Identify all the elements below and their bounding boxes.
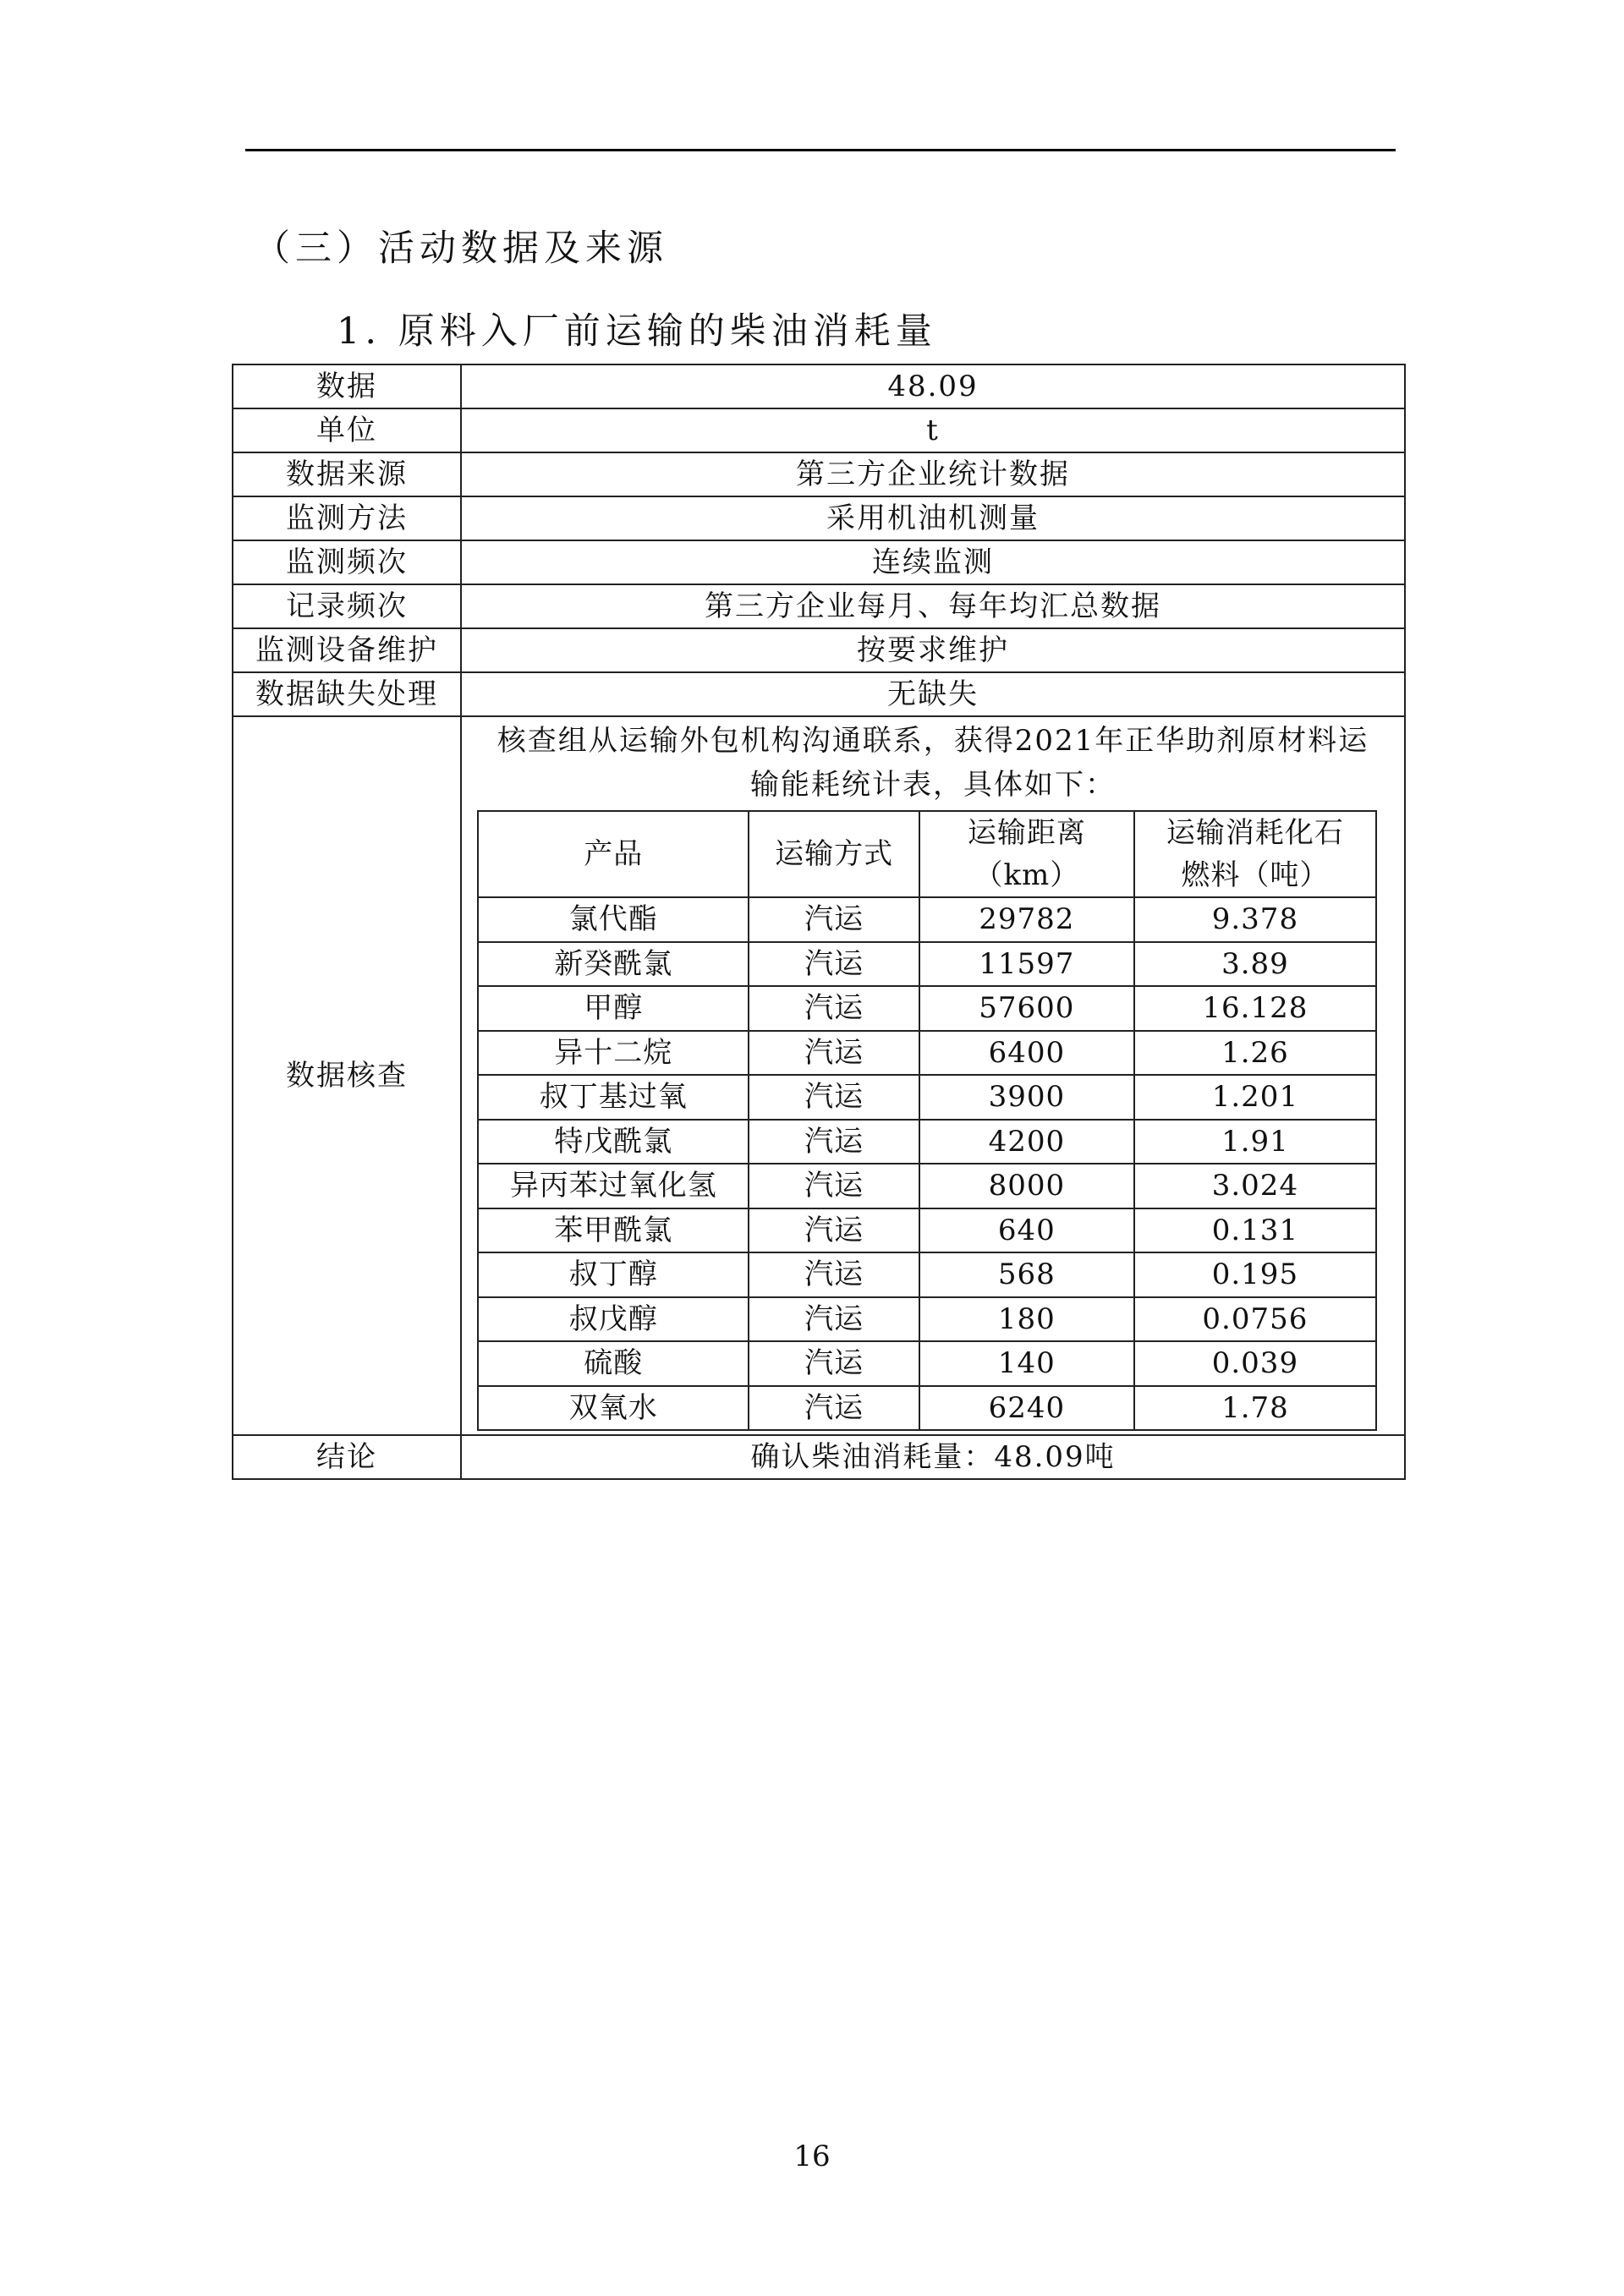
header-distance-line1: 运输距离 [967, 816, 1086, 850]
conclusion-row [233, 1435, 1405, 1479]
section-heading: （三）活动数据及来源 [254, 227, 668, 270]
cell-distance: 3900 [919, 1075, 1134, 1120]
cell-fuel: 3.89 [1134, 942, 1376, 987]
transport-energy-table [477, 810, 1377, 1431]
row-value: 按要求维护 [461, 628, 1405, 672]
row-label: 数据缺失处理 [233, 672, 461, 716]
cell-fuel: 0.131 [1134, 1208, 1376, 1253]
row-label: 数据 [233, 364, 461, 408]
cell-mode: 汽运 [749, 1297, 919, 1342]
cell-product: 叔戊醇 [478, 1297, 749, 1342]
cell-distance: 8000 [919, 1164, 1134, 1208]
cell-fuel: 0.0756 [1134, 1297, 1376, 1342]
transport-table-header [478, 811, 1376, 897]
cell-mode: 汽运 [749, 986, 919, 1031]
row-value: t [461, 408, 1405, 452]
cell-product: 苯甲酰氯 [478, 1208, 749, 1253]
verification-label: 数据核查 [233, 716, 461, 1435]
row-label: 单位 [233, 408, 461, 452]
header-fuel [1134, 811, 1376, 897]
activity-data-table [232, 364, 1406, 1480]
verification-intro-line1: 核查组从运输外包机构沟通联系，获得2021年正华助剂原材料运 [497, 724, 1369, 758]
header-product: 产品 [478, 811, 749, 897]
header-distance-line2: （km） [974, 858, 1080, 892]
row-label: 监测设备维护 [233, 628, 461, 672]
cell-product: 双氧水 [478, 1386, 749, 1431]
cell-distance: 568 [919, 1252, 1134, 1297]
row-value: 第三方企业每月、每年均汇总数据 [461, 584, 1405, 628]
table-row [233, 452, 1405, 496]
sub-heading: 1. 原料入厂前运输的柴油消耗量 [337, 310, 937, 353]
cell-fuel: 1.91 [1134, 1120, 1376, 1164]
table-row [233, 672, 1405, 716]
cell-product: 甲醇 [478, 986, 749, 1031]
transport-row [478, 1297, 1376, 1342]
table-row [233, 584, 1405, 628]
transport-row [478, 942, 1376, 987]
cell-mode: 汽运 [749, 1208, 919, 1253]
cell-mode: 汽运 [749, 897, 919, 942]
transport-row [478, 1386, 1376, 1431]
verification-intro-line2: 输能耗统计表，具体如下： [750, 768, 1116, 802]
row-label: 监测频次 [233, 540, 461, 584]
transport-row [478, 1341, 1376, 1386]
cell-fuel: 1.26 [1134, 1031, 1376, 1076]
page-number: 16 [793, 2140, 831, 2173]
cell-fuel: 0.195 [1134, 1252, 1376, 1297]
transport-row [478, 1075, 1376, 1120]
transport-row [478, 1120, 1376, 1164]
header-distance [919, 811, 1134, 897]
row-value: 连续监测 [461, 540, 1405, 584]
header-fuel-line1: 运输消耗化石 [1166, 816, 1344, 850]
cell-product: 叔丁基过氧 [478, 1075, 749, 1120]
cell-fuel: 0.039 [1134, 1341, 1376, 1386]
row-value: 48.09 [461, 364, 1405, 408]
cell-product: 硫酸 [478, 1341, 749, 1386]
cell-distance: 6400 [919, 1031, 1134, 1076]
cell-distance: 6240 [919, 1386, 1134, 1431]
cell-distance: 140 [919, 1341, 1134, 1386]
conclusion-value: 确认柴油消耗量：48.09吨 [461, 1435, 1405, 1479]
verification-intro [462, 717, 1404, 807]
cell-product: 新癸酰氯 [478, 942, 749, 987]
cell-mode: 汽运 [749, 1120, 919, 1164]
cell-fuel: 16.128 [1134, 986, 1376, 1031]
table-row [233, 364, 1405, 408]
table-row [233, 628, 1405, 672]
header-fuel-line2: 燃料（吨） [1181, 858, 1330, 892]
conclusion-label: 结论 [233, 1435, 461, 1479]
transport-row [478, 897, 1376, 942]
table-row [233, 496, 1405, 540]
cell-product: 特戊酰氯 [478, 1120, 749, 1164]
row-label: 记录频次 [233, 584, 461, 628]
cell-fuel: 3.024 [1134, 1164, 1376, 1208]
cell-product: 氯代酯 [478, 897, 749, 942]
cell-product: 异十二烷 [478, 1031, 749, 1076]
cell-mode: 汽运 [749, 1164, 919, 1208]
transport-row [478, 1031, 1376, 1076]
cell-mode: 汽运 [749, 942, 919, 987]
cell-fuel: 1.78 [1134, 1386, 1376, 1431]
transport-row [478, 986, 1376, 1031]
table-row [233, 540, 1405, 584]
cell-mode: 汽运 [749, 1031, 919, 1076]
row-value: 无缺失 [461, 672, 1405, 716]
transport-row [478, 1164, 1376, 1208]
cell-mode: 汽运 [749, 1341, 919, 1386]
cell-distance: 11597 [919, 942, 1134, 987]
cell-product: 异丙苯过氧化氢 [478, 1164, 749, 1208]
cell-distance: 640 [919, 1208, 1134, 1253]
cell-distance: 29782 [919, 897, 1134, 942]
transport-row [478, 1252, 1376, 1297]
table-row [233, 408, 1405, 452]
header-mode: 运输方式 [749, 811, 919, 897]
verification-cell [461, 716, 1405, 1435]
cell-fuel: 1.201 [1134, 1075, 1376, 1120]
row-value: 第三方企业统计数据 [461, 452, 1405, 496]
transport-row [478, 1208, 1376, 1253]
cell-distance: 57600 [919, 986, 1134, 1031]
verification-row [233, 716, 1405, 1435]
cell-distance: 180 [919, 1297, 1134, 1342]
cell-distance: 4200 [919, 1120, 1134, 1164]
cell-mode: 汽运 [749, 1075, 919, 1120]
cell-product: 叔丁醇 [478, 1252, 749, 1297]
row-label: 监测方法 [233, 496, 461, 540]
header-rule [245, 149, 1396, 151]
cell-mode: 汽运 [749, 1386, 919, 1431]
cell-mode: 汽运 [749, 1252, 919, 1297]
row-label: 数据来源 [233, 452, 461, 496]
cell-fuel: 9.378 [1134, 897, 1376, 942]
row-value: 采用机油机测量 [461, 496, 1405, 540]
